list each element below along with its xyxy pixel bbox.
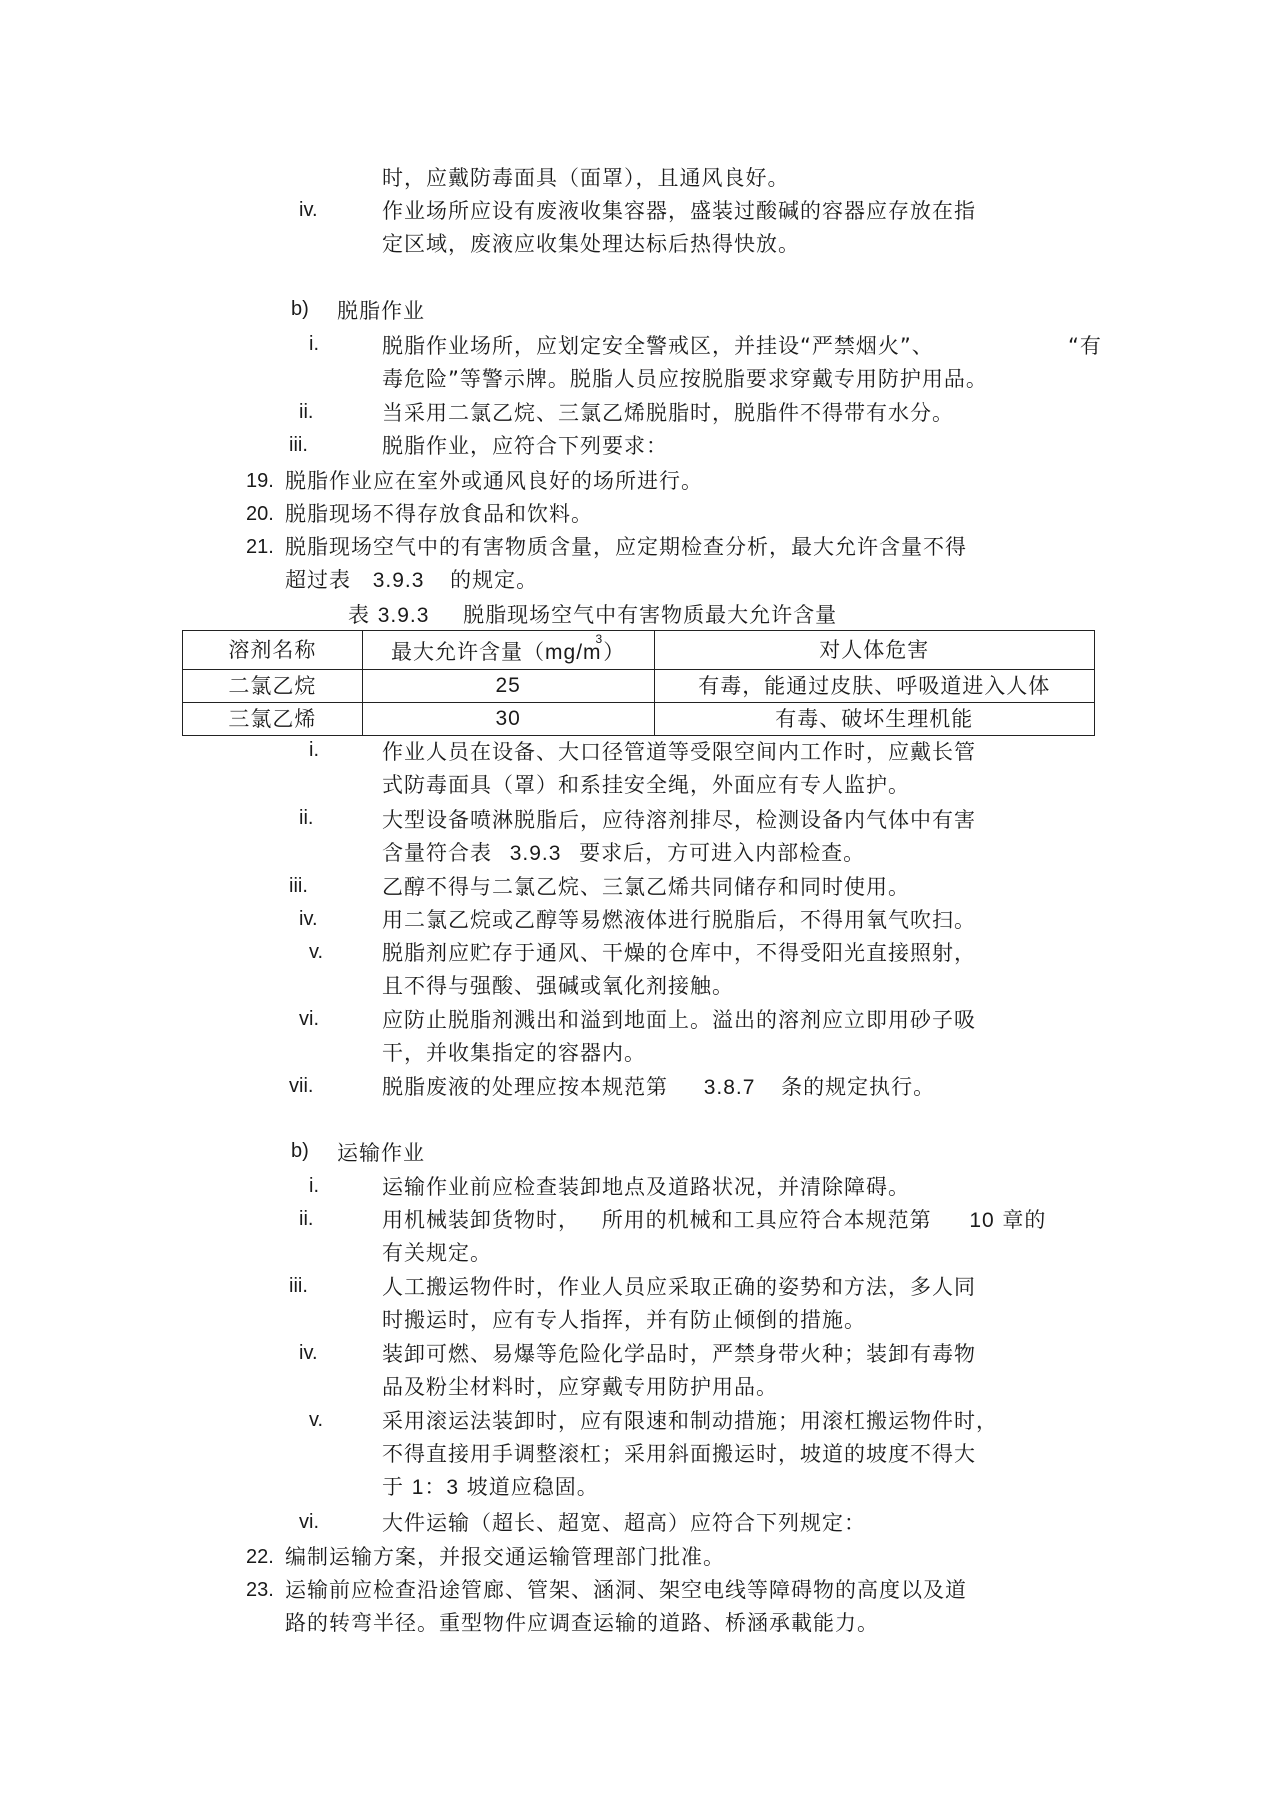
body-line: 干，并收集指定的容器内。: [382, 1041, 646, 1065]
body-line: 不得直接用手调整滚杠；采用斜面搬运时，坡道的坡度不得大: [382, 1442, 976, 1466]
list-number: 20.: [246, 503, 274, 525]
body-line: 应防止脱脂剂溅出和溢到地面上。溢出的溶剂应立即用砂子吸: [382, 1008, 976, 1032]
list-marker: vi.: [299, 1511, 319, 1533]
list-marker: iv.: [299, 1342, 318, 1364]
body-line: 定区域，废液应收集处理达标后热得快放。: [382, 232, 800, 256]
section-marker: b): [291, 1140, 309, 1162]
table-cell: 二氯乙烷: [183, 670, 363, 703]
text-span: 脱脂废液的处理应按本规范第: [382, 1075, 668, 1099]
body-line: 式防毒面具（罩）和系挂安全绳，外面应有专人监护。: [382, 773, 910, 797]
list-marker: v.: [309, 941, 324, 963]
list-marker: ii.: [299, 807, 314, 829]
table-ref: 3.9.3: [509, 842, 562, 865]
body-line: 时，应戴防毒面具（面罩），且通风良好。: [382, 166, 790, 190]
body-line: 品及粉尘材料时，应穿戴专用防护用品。: [382, 1375, 778, 1399]
text-span: 条的规定执行。: [781, 1075, 936, 1099]
text-span: 含量符合表: [382, 841, 492, 865]
body-line: 脱脂现场空气中的有害物质含量，应定期检查分析，最大允许含量不得: [285, 535, 967, 559]
table-caption: [348, 600, 837, 631]
table-cell: 有毒，能通过皮肤、呼吸道进入人体: [654, 670, 1094, 703]
list-marker: iv.: [299, 908, 318, 930]
unit-superscript: 3: [595, 632, 604, 646]
body-line: 且不得与强酸、强碱或氧化剂接触。: [382, 974, 734, 998]
body-line: 采用滚运法装卸时，应有限速和制动措施；用滚杠搬运物件时，: [382, 1409, 998, 1433]
text-span: 超过表: [285, 568, 351, 592]
table-cell: 有毒、破坏生理机能: [654, 703, 1094, 736]
text-span: 章的: [1002, 1208, 1047, 1232]
body-line: [285, 565, 538, 596]
list-marker: iv.: [299, 199, 318, 221]
slope-ratio: 1：3: [411, 1476, 460, 1499]
body-line: 运输作业前应检查装卸地点及道路状况，并清除障碍。: [382, 1175, 910, 1199]
list-marker: iii.: [289, 1275, 308, 1297]
list-marker: iii.: [289, 875, 308, 897]
text-span: 要求后，方可进入内部检查。: [579, 841, 866, 865]
table-row: [183, 703, 1095, 736]
list-marker: v.: [309, 1409, 324, 1431]
body-line: 大件运输（超长、超宽、超高）应符合下列规定：: [382, 1511, 866, 1535]
list-number: 21.: [246, 536, 274, 558]
text-span: 用机械装卸货物时，: [382, 1208, 580, 1232]
table-header-row: [183, 631, 1095, 670]
body-line: [382, 1472, 599, 1503]
list-marker: i.: [309, 739, 319, 761]
table-cell: 三氯乙烯: [183, 703, 363, 736]
body-line: 脱脂现场不得存放食品和饮料。: [285, 502, 593, 526]
body-line: 当采用二氯乙烷、三氯乙烯脱脂时，脱脂件不得带有水分。: [382, 401, 954, 425]
list-marker: ii.: [299, 1208, 314, 1230]
body-line: [382, 1072, 935, 1103]
body-line: 作业人员在设备、大口径管道等受限空间内工作时，应戴长管: [382, 740, 976, 764]
body-line: 人工搬运物件时，作业人员应采取正确的姿势和方法，多人同: [382, 1275, 976, 1299]
body-line: 毒危险”等警示牌。脱脂人员应按脱脂要求穿戴专用防护用品。: [382, 367, 988, 391]
body-line: 脱脂作业应在室外或通风良好的场所进行。: [285, 469, 703, 493]
body-line: 脱脂剂应贮存于通风、干燥的仓库中，不得受阳光直接照射，: [382, 941, 976, 965]
body-line: 脱脂作业场所，应划定安全警戒区，并挂设“严禁烟火”、: [382, 334, 934, 358]
section-marker: b): [291, 298, 309, 320]
text-span: 所用的机械和工具应符合本规范第: [601, 1208, 932, 1232]
solvent-limit-table: [182, 630, 1095, 736]
table-ref: 3.9.3: [372, 569, 425, 592]
list-marker: vii.: [289, 1075, 314, 1097]
body-line: 装卸可燃、易爆等危险化学品时，严禁身带火种；装卸有毒物: [382, 1342, 976, 1366]
section-heading: 运输作业: [337, 1141, 425, 1165]
body-line: 路的转弯半径。重型物件应调查运输的道路、桥涵承載能力。: [285, 1611, 879, 1635]
header-text: 最大允许含量（: [391, 640, 546, 664]
header-cell: [362, 631, 654, 670]
table-row: [183, 670, 1095, 703]
header-close: ）: [603, 640, 626, 664]
body-line: 作业场所应设有废液收集容器，盛装过酸碱的容器应存放在指: [382, 199, 976, 223]
text-span: 于: [382, 1475, 404, 1499]
text-span: 的规定。: [450, 568, 539, 592]
body-line: 脱脂作业，应符合下列要求：: [382, 434, 668, 458]
list-marker: i.: [309, 333, 319, 355]
list-number: 22.: [246, 1546, 274, 1568]
caption-title: 脱脂现场空气中有害物质最大允许含量: [463, 603, 838, 627]
body-line: [382, 838, 865, 869]
list-marker: vi.: [299, 1008, 319, 1030]
header-cell: 溶剂名称: [183, 631, 363, 670]
chapter-ref: 10: [969, 1209, 995, 1232]
body-line: 时搬运时，应有专人指挥，并有防止倾倒的措施。: [382, 1308, 866, 1332]
body-line: 乙醇不得与二氯乙烷、三氯乙烯共同储存和同时使用。: [382, 875, 910, 899]
unit-text: mg/m: [545, 641, 602, 664]
list-number: 23.: [246, 1579, 274, 1601]
caption-label: 表: [348, 603, 370, 627]
body-line: 用二氯乙烷或乙醇等易燃液体进行脱脂后，不得用氧气吹扫。: [382, 908, 976, 932]
body-line: 大型设备喷淋脱脂后，应待溶剂排尽，检测设备内气体中有害: [382, 808, 976, 832]
text-span: 坡道应稳固。: [466, 1475, 599, 1499]
list-number: 19.: [246, 470, 274, 492]
caption-number: 3.9.3: [377, 604, 430, 627]
body-line: 编制运输方案，并报交通运输管理部门批准。: [285, 1545, 725, 1569]
body-line: “有: [1068, 334, 1102, 358]
header-cell: 对人体危害: [654, 631, 1094, 670]
list-marker: iii.: [289, 434, 308, 456]
section-heading: 脱脂作业: [337, 299, 425, 323]
body-line: 有关规定。: [382, 1241, 492, 1265]
table-cell: 25: [362, 670, 654, 703]
list-marker: ii.: [299, 401, 314, 423]
table-cell: 30: [362, 703, 654, 736]
body-line: 运输前应检查沿途管廊、管架、涵洞、架空电线等障碍物的高度以及道: [285, 1578, 967, 1602]
clause-ref: 3.8.7: [703, 1076, 756, 1099]
body-line: [382, 1205, 1046, 1236]
list-marker: i.: [309, 1175, 319, 1197]
